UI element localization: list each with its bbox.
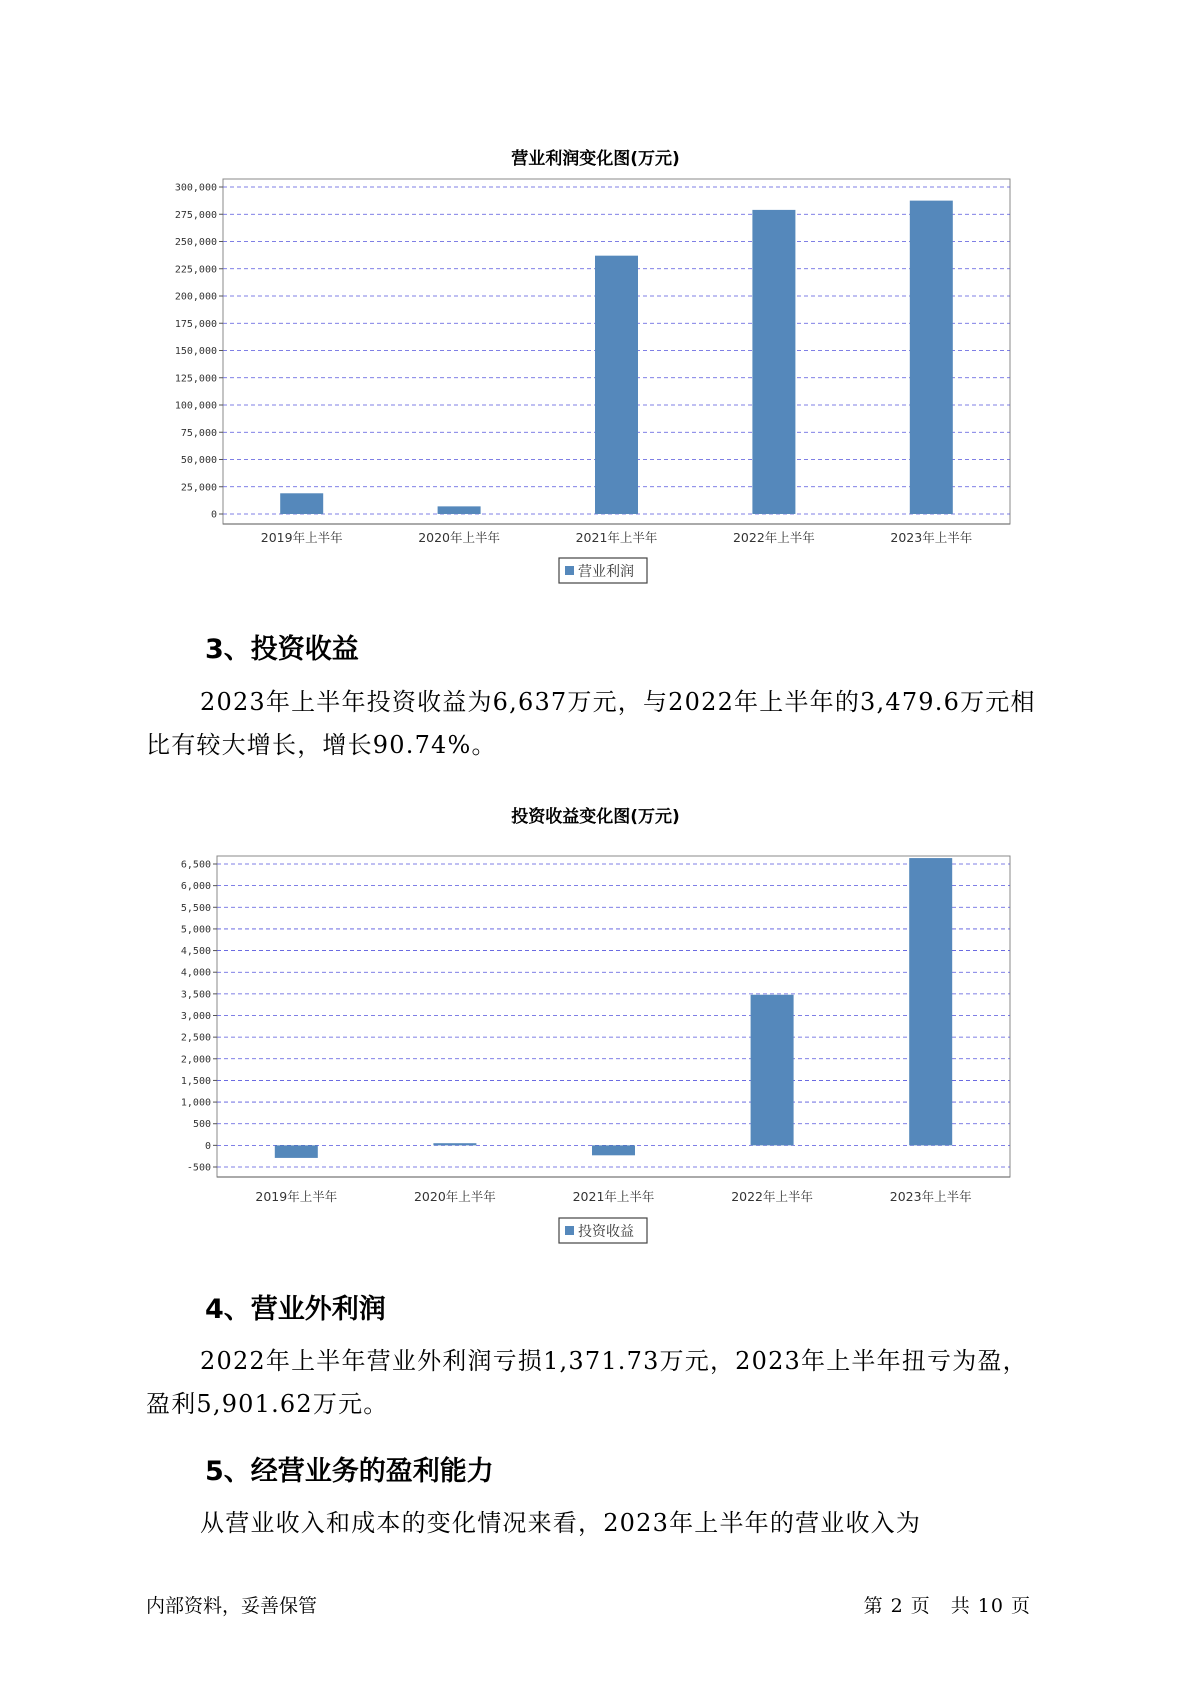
x-category-label: 2022年上半年 — [731, 1189, 814, 1204]
investment-income-chart-title: 投资收益变化图(万元) — [511, 807, 680, 827]
x-category-label: 2021年上半年 — [575, 530, 658, 545]
y-tick-label: 6,500 — [180, 859, 211, 871]
bar-1 — [280, 493, 323, 514]
legend-label: 营业利润 — [578, 564, 634, 580]
y-tick-label: -500 — [186, 1162, 211, 1174]
section-4-heading: 4、营业外利润 — [205, 1294, 386, 1325]
y-tick-label: 75,000 — [180, 427, 217, 439]
y-tick-label: 200,000 — [174, 291, 217, 303]
y-tick-label: 3,500 — [180, 989, 211, 1001]
y-tick-label: 1,000 — [180, 1097, 211, 1109]
bar-5 — [909, 858, 952, 1145]
y-tick-label: 0 — [204, 1140, 211, 1152]
op-profit-chart-title: 营业利润变化图(万元) — [511, 149, 680, 169]
y-tick-label: 150,000 — [174, 346, 217, 357]
bar-1 — [275, 1145, 318, 1158]
y-tick-label: 1,500 — [180, 1075, 211, 1087]
y-tick-label: 6,000 — [180, 881, 211, 893]
x-category-label: 2020年上半年 — [413, 1189, 496, 1204]
y-tick-label: 5,000 — [180, 924, 211, 936]
legend-swatch — [565, 1226, 574, 1235]
bar-4 — [751, 995, 794, 1146]
y-tick-label: 500 — [192, 1119, 211, 1131]
footer-confidential: 内部资料，妥善保管 — [146, 1595, 318, 1617]
section-5-text: 从营业收入和成本的变化情况来看，2023年上半年的营业收入为 — [200, 1509, 922, 1537]
plot-frame — [217, 856, 1010, 1177]
y-tick-label: 250,000 — [174, 237, 217, 248]
y-tick-label: 2,500 — [180, 1032, 211, 1044]
bar-2 — [433, 1143, 476, 1145]
x-category-label: 2023年上半年 — [889, 1189, 972, 1204]
x-category-label: 2020年上半年 — [418, 530, 501, 545]
y-tick-label: 4,500 — [180, 946, 211, 958]
y-tick-label: 4,000 — [180, 967, 211, 979]
y-tick-label: 3,000 — [180, 1011, 211, 1022]
bar-3 — [595, 256, 638, 514]
x-category-label: 2019年上半年 — [255, 1189, 338, 1204]
y-tick-label: 0 — [210, 509, 217, 521]
section-5-heading: 5、经营业务的盈利能力 — [205, 1456, 494, 1487]
x-category-label: 2019年上半年 — [260, 530, 343, 545]
y-tick-label: 225,000 — [174, 264, 217, 276]
y-tick-label: 100,000 — [174, 400, 217, 412]
x-category-label: 2023年上半年 — [890, 530, 973, 545]
section-3-text: 2023年上半年投资收益为6,637万元，与2022年上半年的3,479.6万元相比有较大增长，增长90.74%。 — [146, 688, 1036, 759]
bar-4 — [752, 210, 795, 514]
investment-income-chart — [0, 830, 1191, 1250]
bar-3 — [592, 1145, 635, 1155]
legend-swatch — [565, 566, 574, 575]
y-tick-label: 50,000 — [180, 455, 217, 466]
y-tick-label: 25,000 — [180, 482, 217, 494]
y-tick-label: 2,000 — [180, 1054, 211, 1066]
op-profit-chart — [0, 170, 1191, 590]
bar-5 — [910, 201, 953, 514]
y-tick-label: 300,000 — [174, 182, 217, 194]
x-category-label: 2021年上半年 — [572, 1189, 655, 1204]
section-3-heading: 3、投资收益 — [205, 634, 359, 665]
y-tick-label: 125,000 — [174, 373, 217, 385]
bar-2 — [438, 506, 481, 514]
y-tick-label: 5,500 — [180, 902, 211, 914]
footer-page-number: 第 2 页 共 10 页 — [863, 1595, 1031, 1617]
y-tick-label: 275,000 — [174, 209, 217, 221]
x-category-label: 2022年上半年 — [732, 530, 815, 545]
section-4-text: 2022年上半年营业外利润亏损1,371.73万元，2023年上半年扭亏为盈，盈利5,901.62万元。 — [146, 1347, 1028, 1418]
legend-label: 投资收益 — [578, 1224, 634, 1240]
y-tick-label: 175,000 — [174, 318, 217, 330]
